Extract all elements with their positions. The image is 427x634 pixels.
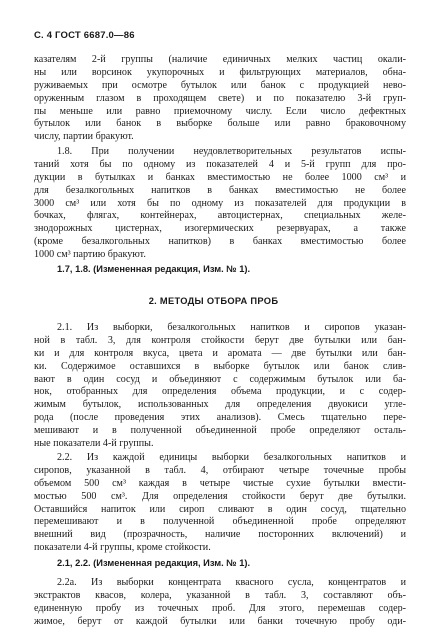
paragraph-continuation — [34, 54, 406, 144]
amendment-note — [34, 557, 406, 570]
text-line: жимое, берут от каждой бутылки или банки точечную пробу оди- — [34, 615, 406, 627]
text-line: оруженным глазом в проходящем свете) и по показателю 3-й груп- — [34, 92, 406, 104]
text-line: жимым бутылок, использованных для определения двуокиси угле- — [34, 399, 406, 411]
text-line: вают в один сосуд и объединяют с содержимым бутылок или ба- — [34, 373, 406, 385]
text-line: перемешивают и в полученной объединенной пробе определяют — [34, 516, 406, 528]
section-title: 2. МЕТОДЫ ОТБОРА ПРОБ — [148, 296, 279, 306]
text-line: Оставшийся напиток или сироп сливают в один сосуд, тщательно — [34, 503, 406, 515]
text-line: ные показатели 4-й группы. — [34, 438, 154, 450]
text-line: мостью 500 см³. Для определения стойкости берут две бутылки. — [34, 490, 406, 502]
text-line: объемом 500 см³ каждая в четыре чистые сухие бутылки вмести- — [34, 477, 406, 489]
paragraph-1-8 — [34, 146, 406, 262]
text-line: бутылок или банок в выборке больше или равно браковочному — [34, 118, 406, 130]
text-line: ки и для контроля вкуса, цвета и аромата — две бутылки или бан- — [34, 347, 406, 359]
text-line: нок, отобранных для определения объема продукции, и с содер- — [34, 386, 406, 398]
page-header: С. 4 ГОСТ 6687.0—86 — [34, 30, 135, 41]
text-line: казателям 2-й группы (наличие единичных мелких частиц окали- — [34, 54, 406, 65]
text-line: бочках, флягах, контейнерах, автоцистернах, специальных желе- — [34, 210, 406, 222]
text-line: ки. Содержимое оставшихся в выборке бутылок или банок слив- — [34, 360, 406, 372]
amendment-note — [34, 263, 406, 276]
text-line: пы меньше или равно приемочному числу. Если число дефектных — [34, 105, 406, 117]
text-line: 2.1. Из выборки, безалкогольных напитков и сиропов указан- — [57, 322, 406, 333]
paragraph-2-2a — [34, 577, 406, 629]
text-line: ной в табл. 3, для контроля стойкости берут две бутылки или бан- — [34, 334, 406, 346]
paragraph-2-1 — [34, 322, 406, 451]
text-line: 1000 см³ партию бракуют. — [34, 249, 146, 261]
text-line: руживаемых при осмотре бутылок или банок с продукцией нево- — [34, 79, 406, 91]
text-line: 1.8. При получении неудовлетворительных результатов испы- — [57, 146, 406, 157]
text-line: числу, партии бракуют. — [34, 131, 134, 143]
text-line: таний хотя бы по одному из показателей 4 и 5-й групп для про- — [34, 158, 406, 170]
text-line: рода (после проведения этих анализов). Смесь тщательно пере- — [34, 412, 406, 424]
text-line: внешний вид (прозрачность, наличие посторонних включений) и — [34, 529, 406, 541]
text-line: 2.2а. Из выборки концентрата квасного сусла, концентратов и — [57, 577, 406, 588]
text-line: ны или ворсинок укупорочных и фильтрующих материалов, обна- — [34, 66, 406, 78]
text-line: дукции в бутылках и банках вместимостью не более 1000 см³ и — [34, 171, 406, 183]
text-line: показатели 4-й группы, кроме стойкости. — [34, 542, 211, 554]
text-line: экстрактов квасов, колера, указанной в табл. 3, составляют объ- — [34, 589, 406, 601]
text-line: для безалкогольных напитков в банках вместимостью не более — [34, 184, 406, 196]
text-line: 3000 см³ или хотя бы по одному из показателей для продукции в — [34, 197, 406, 209]
text-line: (кроме безалкогольных напитков) в банках вместимостью более — [34, 236, 406, 248]
text-line: единенную пробу из точечных проб. Для этого, перемешав содер- — [34, 602, 406, 614]
text-line: мешивают и в полученной объединенной пробе определяют осталь- — [34, 425, 406, 437]
amendment-text: 2.1, 2.2. (Измененная редакция, Изм. № 1). — [57, 558, 251, 568]
text-line: сиропов, указанной в табл. 4, отбирают четыре точечные пробы — [34, 464, 406, 476]
paragraph-2-2 — [34, 452, 406, 555]
text-line: знодорожных цистернах, изогермических резервуарах, а также — [34, 223, 406, 235]
text-line: 2.2. Из каждой единицы выборки безалкогольных напитков и — [57, 452, 406, 463]
amendment-text: 1.7, 1.8. (Измененная редакция, Изм. № 1). — [57, 264, 251, 274]
